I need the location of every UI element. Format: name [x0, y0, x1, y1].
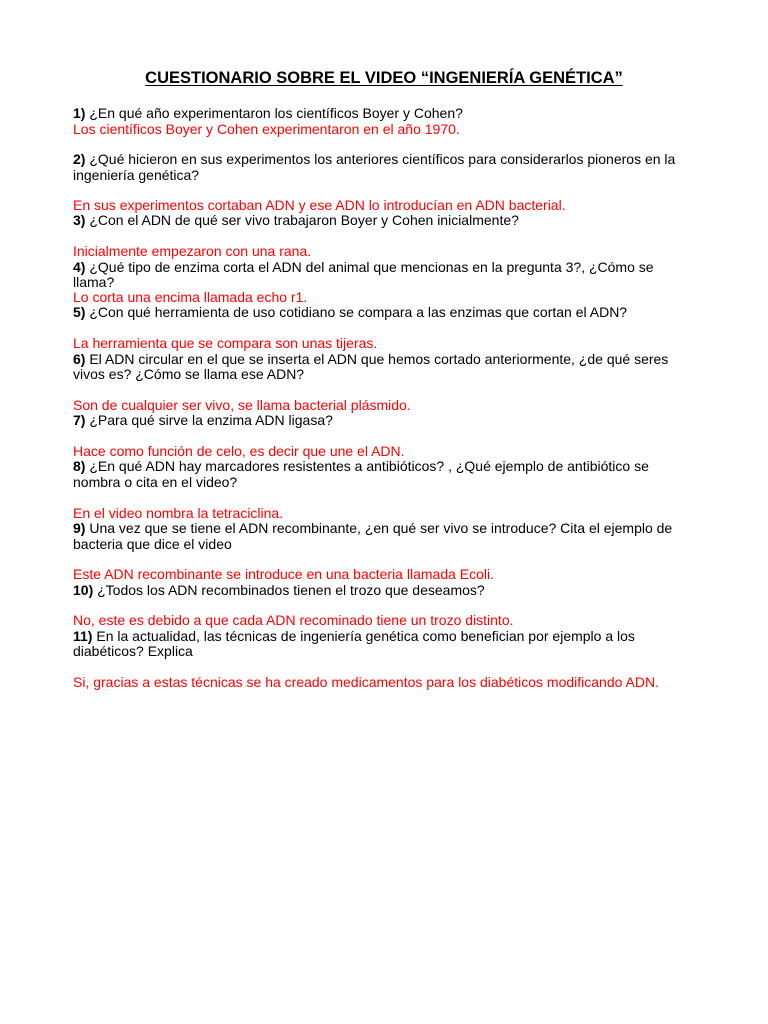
question-number: 10)	[73, 582, 94, 598]
question-11	[73, 628, 635, 644]
question-2-continuation: ingeniería genética?	[73, 167, 200, 183]
question-number: 7)	[73, 412, 86, 428]
question-8-continuation: nombra o cita en el video?	[73, 474, 238, 490]
question-number: 1)	[73, 105, 86, 121]
answer-4: Lo corta una encima llamada echo r1.	[73, 289, 308, 305]
answer-1: Los científicos Boyer y Cohen experimentaron en el año 1970.	[73, 121, 460, 137]
question-text: ¿Para qué sirve la enzima ADN ligasa?	[85, 412, 333, 428]
answer-11: Si, gracias a estas técnicas se ha creado medicamentos para los diabéticos modificando ADN.	[73, 674, 659, 690]
question-8	[73, 458, 649, 474]
question-3	[73, 212, 519, 228]
question-text: El ADN circular en el que se inserta el ADN que hemos cortado anteriormente, ¿de qué seres	[85, 351, 669, 367]
question-11-continuation: diabéticos? Explica	[73, 643, 193, 659]
question-number: 8)	[73, 458, 86, 474]
question-4	[73, 259, 654, 275]
question-4-continuation: llama?	[73, 274, 115, 290]
answer-8: En el video nombra la tetraciclina.	[73, 505, 284, 521]
question-9	[73, 520, 672, 536]
answer-9: Este ADN recombinante se introduce en una bacteria llamada Ecoli.	[73, 566, 495, 582]
question-6-continuation: vivos es? ¿Cómo se llama ese ADN?	[73, 366, 305, 382]
answer-7: Hace como función de celo, es decir que une el ADN.	[73, 443, 405, 459]
answer-2: En sus experimentos cortaban ADN y ese ADN lo introducían en ADN bacterial.	[73, 197, 566, 213]
question-10	[73, 582, 485, 598]
question-number: 5)	[73, 304, 86, 320]
answer-3: Inicialmente empezaron con una rana.	[73, 243, 312, 259]
question-text: ¿Con el ADN de qué ser vivo trabajaron Boyer y Cohen inicialmente?	[85, 212, 519, 228]
question-text: ¿Con qué herramienta de uso cotidiano se compara a las enzimas que cortan el ADN?	[85, 304, 628, 320]
question-text: ¿Qué hicieron en sus experimentos los anteriores científicos para considerarlos pioneros en la	[85, 151, 676, 167]
answer-10: No, este es debido a que cada ADN recominado tiene un trozo distinto.	[73, 612, 514, 628]
question-text: Una vez que se tiene el ADN recombinante, ¿en qué ser vivo se introduce? Cita el ejemplo de	[85, 520, 673, 536]
question-text: ¿Todos los ADN recombinados tienen el trozo que deseamos?	[93, 582, 485, 598]
question-2	[73, 151, 675, 167]
answer-5: La herramienta que se compara son unas tijeras.	[73, 335, 378, 351]
question-text: ¿Qué tipo de enzima corta el ADN del animal que mencionas en la pregunta 3?, ¿Cómo se	[85, 259, 654, 275]
question-number: 6)	[73, 351, 86, 367]
question-number: 4)	[73, 259, 86, 275]
question-6	[73, 351, 668, 367]
document-title: CUESTIONARIO SOBRE EL VIDEO “INGENIERÍA GENÉTICA”	[145, 69, 623, 87]
question-text: En la actualidad, las técnicas de ingeniería genética como benefician por ejemplo a los	[92, 628, 635, 644]
question-number: 11)	[73, 628, 93, 644]
question-5	[73, 304, 627, 320]
question-text: ¿En qué ADN hay marcadores resistentes a antibióticos? , ¿Qué ejemplo de antibiótico se	[85, 458, 649, 474]
answer-6: Son de cualquier ser vivo, se llama bacterial plásmido.	[73, 397, 411, 413]
question-9-continuation: bacteria que dice el video	[73, 536, 232, 552]
question-1	[73, 105, 463, 121]
question-7	[73, 412, 333, 428]
question-number: 2)	[73, 151, 86, 167]
question-text: ¿En qué año experimentaron los científicos Boyer y Cohen?	[85, 105, 463, 121]
question-number: 3)	[73, 212, 86, 228]
question-number: 9)	[73, 520, 86, 536]
